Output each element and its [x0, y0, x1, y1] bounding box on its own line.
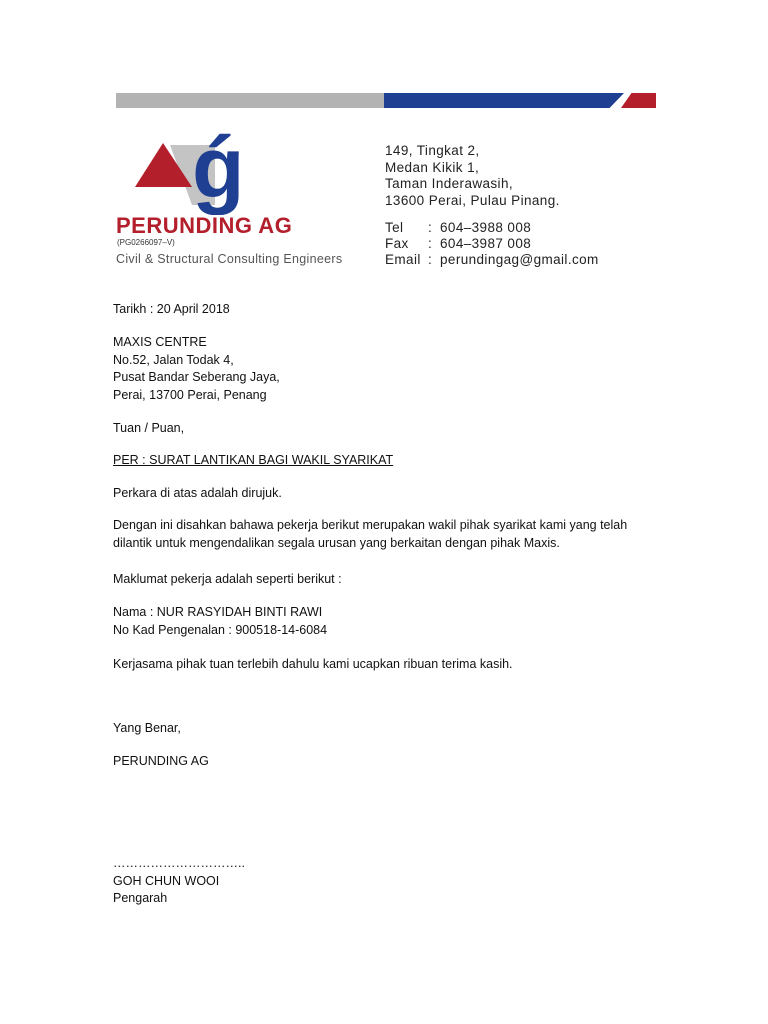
- letter-date: [113, 301, 230, 319]
- address-line: 13600 Perai, Pulau Pinang.: [385, 192, 560, 208]
- logo-letter: ǵ: [192, 125, 245, 215]
- paragraph-text: Kerjasama pihak tuan terlebih dahulu kami ucapkan ribuan terima kasih.: [113, 657, 513, 671]
- paragraph-thanks: [113, 656, 513, 674]
- paragraph-details-intro: [113, 571, 342, 589]
- letterhead-stripe: [116, 93, 656, 108]
- address-line: Taman Inderawasih,: [385, 176, 514, 191]
- contact-label: Tel: [385, 220, 404, 235]
- company-logo: [130, 125, 270, 215]
- company-text: PERUNDING AG: [113, 754, 209, 768]
- salutation: [113, 420, 184, 438]
- date-text: Tarikh : 20 April 2018: [113, 302, 230, 316]
- contact-separator: :: [428, 220, 433, 235]
- address-line: 149, Tingkat 2,: [385, 143, 480, 158]
- signature-line: …………………………..: [113, 856, 245, 870]
- contact-tel: [385, 220, 599, 236]
- salutation-text: Tuan / Puan,: [113, 421, 185, 435]
- paragraph-line: Dengan ini disahkan bahawa pekerja berikut merupakan wakil pihak syarikat kami yang telah: [113, 518, 628, 532]
- recipient-address: [113, 334, 280, 404]
- closing: [113, 720, 181, 738]
- signature-block: [113, 855, 245, 908]
- paragraph-text: Perkara di atas adalah dirujuk.: [113, 486, 282, 500]
- grey-stripe: [116, 93, 384, 108]
- employee-name: Nama : NUR RASYIDAH BINTI RAWI: [113, 605, 323, 619]
- recipient-line: Perai, 13700 Perai, Penang: [113, 387, 267, 402]
- closing-text: Yang Benar,: [113, 721, 181, 735]
- recipient-line: No.52, Jalan Todak 4,: [113, 352, 234, 367]
- registration-number: (PG0266097–V): [117, 238, 175, 247]
- contact-label: Fax: [385, 236, 409, 251]
- contact-separator: :: [428, 252, 433, 267]
- address-line: Medan Kikik 1,: [385, 159, 480, 175]
- paragraph-line: dilantik untuk mengendalikan segala urusan yang berkaitan dengan pihak Maxis.: [113, 535, 560, 550]
- subject-text: PER : SURAT LANTIKAN BAGI WAKIL SYARIKAT: [113, 453, 394, 467]
- signatory-title: Pengarah: [113, 891, 168, 905]
- contact-value: perundingag@gmail.com: [440, 252, 599, 267]
- paragraph-text: Maklumat pekerja adalah seperti berikut :: [113, 572, 342, 586]
- recipient-line: MAXIS CENTRE: [113, 335, 207, 349]
- blue-stripe: [384, 93, 624, 108]
- employee-ic: No Kad Pengenalan : 900518-14-6084: [113, 622, 328, 637]
- recipient-line: Pusat Bandar Seberang Jaya,: [113, 370, 280, 384]
- firm-contacts: [385, 220, 599, 268]
- contact-separator: :: [428, 236, 433, 251]
- red-stripe: [621, 93, 656, 108]
- contact-fax: [385, 236, 599, 252]
- contact-value: 604–3987 008: [440, 236, 532, 251]
- contact-label: Email: [385, 252, 421, 267]
- contact-email: [385, 252, 599, 268]
- paragraph-confirmation: [113, 517, 627, 552]
- contact-value: 604–3988 008: [440, 220, 532, 235]
- paragraph-reference: [113, 485, 282, 503]
- firm-name: PERUNDING AG: [116, 213, 293, 238]
- employee-details: [113, 604, 327, 639]
- signatory-name: GOH CHUN WOOI: [113, 873, 220, 888]
- firm-address: [385, 143, 560, 209]
- sender-company: [113, 753, 209, 771]
- firm-tagline: Civil & Structural Consulting Engineers: [116, 252, 343, 266]
- subject: [113, 452, 393, 470]
